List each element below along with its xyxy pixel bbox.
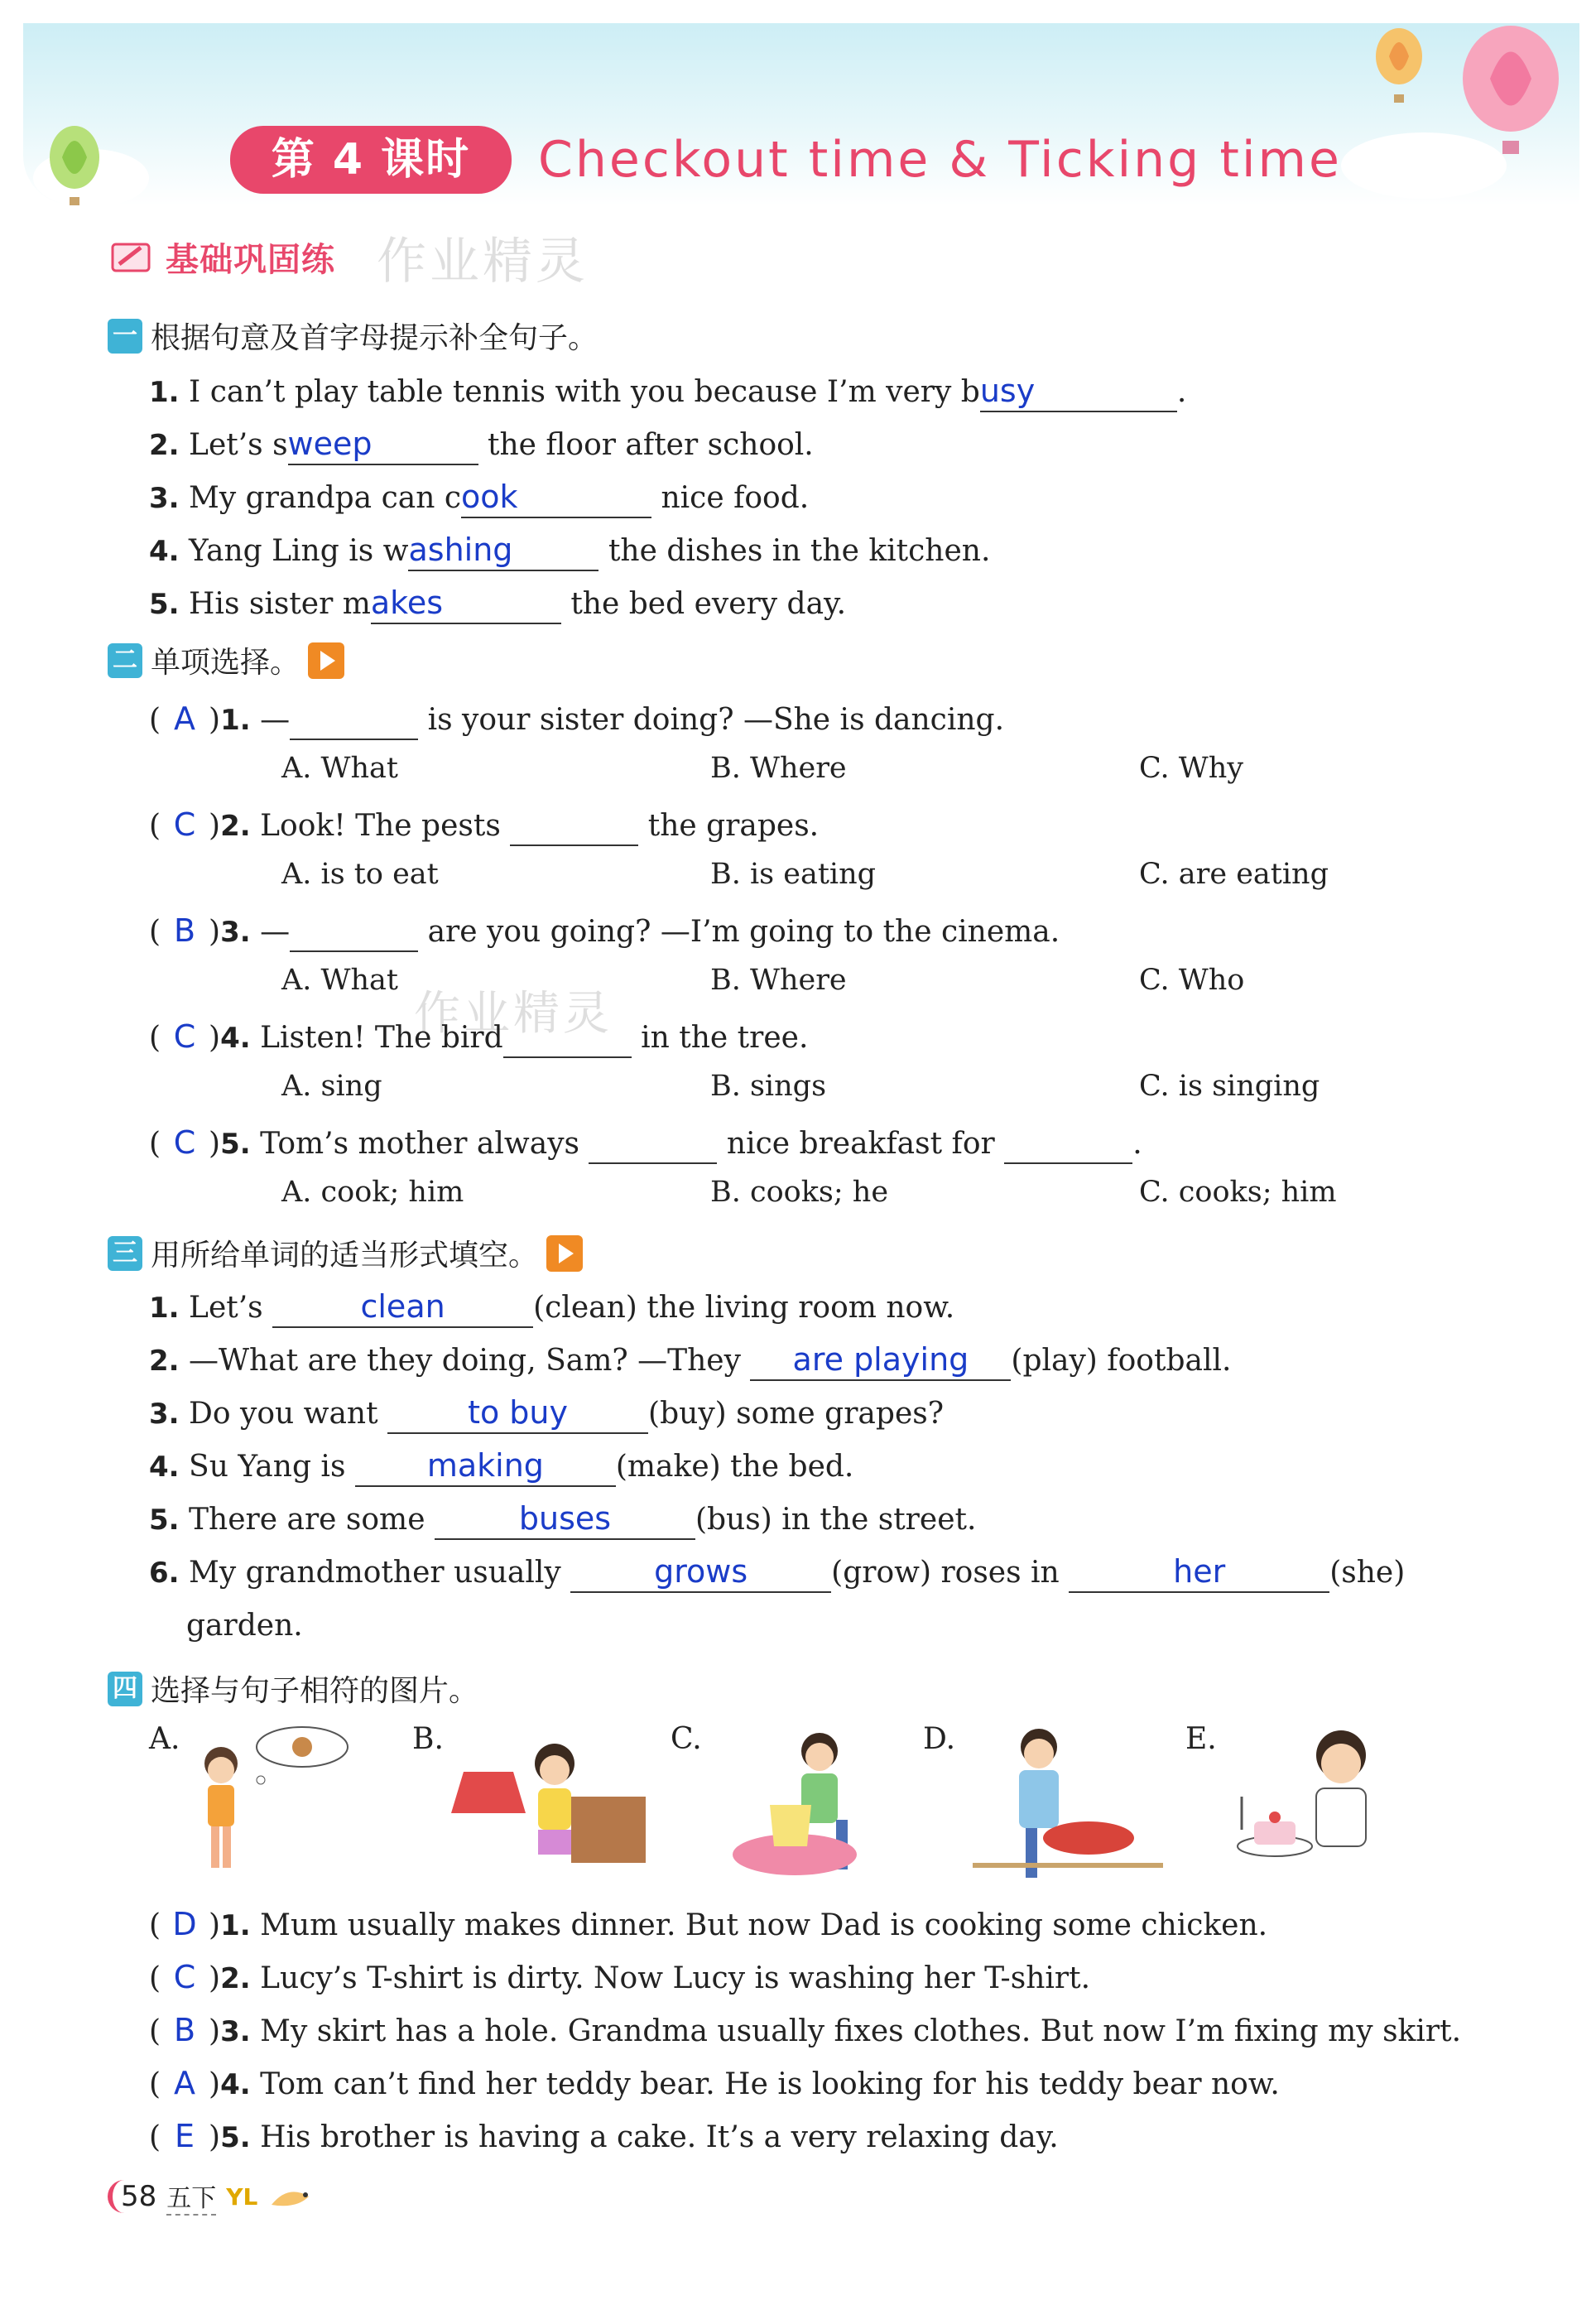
p2-question-4: ( C )4. Listen! The bird in the tree.	[149, 1017, 808, 1058]
answer-blank[interactable]: usy	[980, 374, 1177, 412]
p4-item-1: ( D )1. Mum usually makes dinner. But now Dad is cooking some chicken.	[149, 1906, 1268, 1942]
lesson-label: 第 4 课时	[230, 126, 512, 194]
p1-item-3: 3. My grandpa can cook nice food.	[149, 479, 809, 518]
p1-item-1: 1. I can’t play table tennis with you because I’m very busy .	[149, 373, 1186, 412]
option-c: C. are eating	[1139, 858, 1329, 891]
part4-heading: 四 选择与句子相符的图片。	[108, 1667, 478, 1710]
option-c: C. is singing	[1139, 1070, 1320, 1103]
answer-blank[interactable]	[1004, 1126, 1132, 1164]
answer-blank[interactable]: are playing	[750, 1343, 1011, 1381]
p4-item-3: ( B )3. My skirt has a hole. Grandma usually fixes clothes. But now I’m fixing my skirt.	[149, 2012, 1462, 2048]
boy-eating-cake-picture	[1225, 1722, 1440, 1888]
answer-blank[interactable]: her	[1069, 1555, 1329, 1593]
option-a: A. is to eat	[281, 858, 439, 891]
p3-item-6-continued: garden.	[186, 1609, 303, 1643]
p2-question-5: ( C )5. Tom’s mother always nice breakfast for .	[149, 1123, 1142, 1164]
watermark: 作业精灵	[414, 987, 613, 1041]
p3-item-2: 2. —What are they doing, Sam? —They are playing (play) football.	[149, 1341, 1231, 1381]
answer-blank[interactable]	[290, 914, 418, 952]
p1-item-2: 2. Let’s sweep the floor after school.	[149, 426, 814, 465]
p3-item-3: 3. Do you want to buy (buy) some grapes?	[149, 1394, 944, 1434]
option-c: C. cooks; him	[1139, 1176, 1337, 1209]
p3-item-6: 6. My grandmother usually grows (grow) roses in her (she)	[149, 1553, 1405, 1593]
answer-blank[interactable]: making	[355, 1449, 616, 1487]
option-b: B. cooks; he	[710, 1176, 889, 1209]
page-footer	[108, 2177, 317, 2216]
grade-label: 五下	[166, 2177, 216, 2216]
p4-item-4: ( A )4. Tom can’t find her teddy bear. He is looking for his teddy bear now.	[149, 2065, 1280, 2101]
picture-label-a: A.	[149, 1722, 180, 1756]
option-b: B. is eating	[710, 858, 877, 891]
watermark: 作业精灵	[377, 233, 589, 291]
part1-number: 一	[108, 319, 142, 354]
girl-fixing-skirt-picture	[447, 1722, 662, 1888]
answer-blank[interactable]	[589, 1126, 717, 1164]
p1-item-5: 5. His sister makes the bed every day.	[149, 585, 846, 624]
man-cooking-chicken-picture	[956, 1722, 1171, 1888]
answer-blank[interactable]: to buy	[387, 1396, 648, 1434]
edition-code: YL	[226, 2182, 258, 2211]
picture-label-c: C.	[671, 1722, 702, 1756]
picture-label-e: E.	[1185, 1722, 1217, 1756]
p3-item-4: 4. Su Yang is making (make) the bed.	[149, 1447, 853, 1487]
p2-question-1: ( A )1. — is your sister doing? —She is dancing.	[149, 699, 1004, 740]
pencil-icon	[108, 238, 157, 277]
option-a: A. cook; him	[281, 1176, 464, 1209]
option-a: A. sing	[281, 1070, 382, 1103]
lesson-title: Checkout time & Ticking time	[538, 131, 1342, 189]
answer-blank[interactable]: weep	[288, 427, 478, 465]
balloon-icon	[1453, 25, 1569, 157]
answer-blank[interactable]: buses	[435, 1502, 695, 1540]
option-c: C. Who	[1139, 964, 1245, 997]
answer-blank[interactable]: ashing	[408, 533, 598, 571]
play-icon[interactable]	[546, 1235, 583, 1272]
part1-instruction: 根据句意及首字母提示补全句子。	[151, 321, 598, 355]
p1-item-4: 4. Yang Ling is washing the dishes in the kitchen.	[149, 532, 990, 571]
play-icon[interactable]	[308, 642, 344, 679]
girl-washing-tshirt-picture	[704, 1722, 919, 1888]
balloon-icon	[1366, 25, 1432, 116]
boy-thinking-teddy-bear-picture	[186, 1722, 401, 1888]
p4-item-5: ( E )5. His brother is having a cake. It’s a very relaxing day.	[149, 2118, 1059, 2154]
part2-heading: 二 单项选择。	[108, 639, 344, 681]
part3-heading: 三 用所给单词的适当形式填空。	[108, 1232, 583, 1274]
option-b: B. Where	[710, 752, 847, 785]
picture-label-b: B.	[412, 1722, 444, 1756]
option-a: A. What	[281, 964, 398, 997]
part1-heading	[108, 315, 598, 357]
bird-icon	[267, 2180, 317, 2213]
answer-blank[interactable]: clean	[272, 1290, 533, 1328]
balloon-icon	[41, 124, 108, 215]
answer-blank[interactable]: grows	[570, 1555, 831, 1593]
option-a: A. What	[281, 752, 398, 785]
p3-item-1: 1. Let’s clean (clean) the living room now.	[149, 1288, 954, 1328]
answer-blank[interactable]	[503, 1020, 632, 1058]
option-b: B. Where	[710, 964, 847, 997]
p4-item-2: ( C )2. Lucy’s T-shirt is dirty. Now Lucy is washing her T-shirt.	[149, 1959, 1091, 1995]
section-tag-text: 基础巩固练	[166, 241, 335, 279]
answer-blank[interactable]: ook	[461, 480, 651, 518]
option-b: B. sings	[710, 1070, 827, 1103]
picture-label-d: D.	[923, 1722, 956, 1756]
section-tag	[108, 233, 335, 281]
answer-blank[interactable]	[290, 702, 418, 740]
page-number: 58	[108, 2180, 156, 2213]
answer-blank[interactable]: akes	[371, 586, 561, 624]
p3-item-5: 5. There are some buses (bus) in the street.	[149, 1500, 976, 1540]
answer-blank[interactable]	[510, 808, 638, 846]
p2-question-3: ( B )3. — are you going? —I’m going to the cinema.	[149, 911, 1060, 952]
p2-question-2: ( C )2. Look! The pests the grapes.	[149, 805, 819, 846]
option-c: C. Why	[1139, 752, 1244, 785]
